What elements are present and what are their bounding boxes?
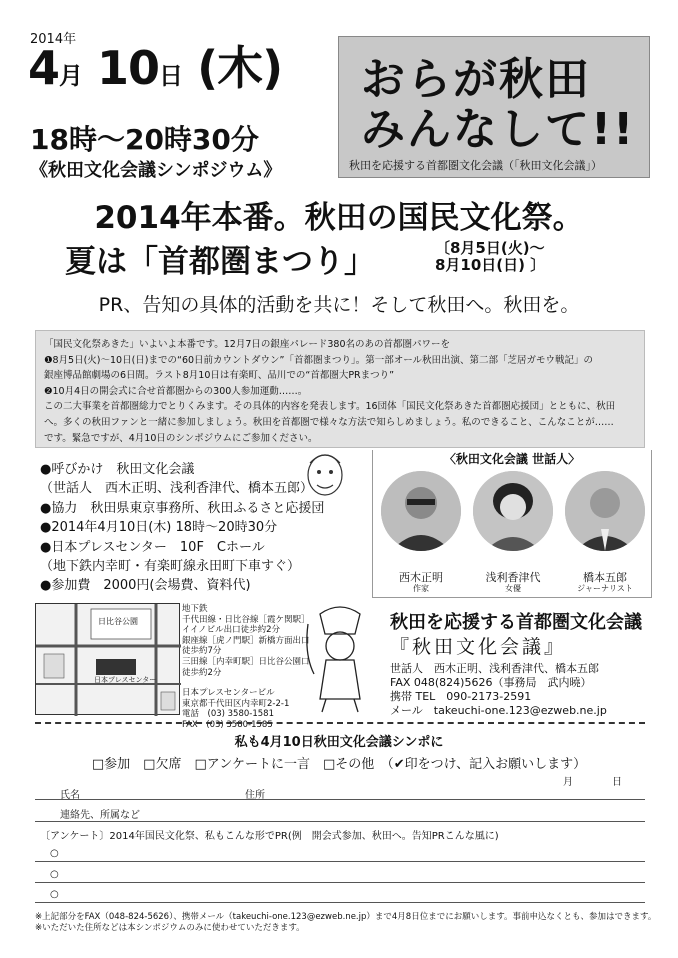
address-label: 住所 (245, 790, 265, 801)
notice-line: 銀座博品館劇場の6日間。ラスト8月10日は有楽町、品川での“首都圏大PRまつり” (44, 370, 395, 382)
info-item: ●2014年4月10日(木) 18時～20時30分 (40, 520, 278, 536)
patrons-title: 〈秋田文化会議 世話人〉 (373, 450, 651, 467)
map-label-park: 日比谷公園 (98, 617, 138, 626)
survey-bullet: ○ (50, 869, 59, 880)
mascot-illustration (300, 604, 380, 714)
access-line: FAX (03) 3580-1585 (182, 719, 273, 730)
notice-line: へ。多くの秋田ファンと一緒に参加しましょう。秋田を首都圏で様々な方法で知らしめましょう。私のできること、こんなことが…… (44, 416, 614, 428)
festival-dates (435, 240, 545, 274)
patron-photo (381, 471, 461, 551)
patron-name: 西木正明 (399, 571, 443, 584)
contact-line: 世話人 西木正明、浅利香津代、橋本五郎 (390, 662, 599, 675)
month-unit: 月 (59, 62, 83, 90)
patron-role: 女優 (505, 584, 521, 593)
info-item: ●協力 秋田県東京事務所、秋田ふるさと応援団 (40, 500, 325, 516)
info-item: （地下鉄内幸町・有楽町線永田町下車すぐ） (40, 559, 301, 575)
contact-line: FAX 048(824)5626（事務局 武内曉） (390, 676, 592, 689)
access-line: 東京都千代田区内幸町2-2-1 (182, 698, 290, 709)
survey-bullet: ○ (50, 889, 59, 900)
access-line: 電話 (03) 3580-1581 (182, 709, 274, 720)
access-line: 地下鉄 (182, 604, 208, 614)
name-address-field[interactable] (35, 799, 645, 800)
survey-label: 〔アンケート〕2014年国民文化祭、私もこんな形でPR(例 開会式参加、秋田へ。告知PRこんな風に) (40, 831, 499, 842)
festival-date-start: 〔8月5日(火)～ (435, 239, 545, 257)
patrons-box (372, 450, 652, 598)
access-line: 徒歩約2分 (182, 667, 222, 678)
patron-photo (473, 471, 553, 551)
info-item: （世話人 西木正明、浅利香津代、橋本五郎） (40, 481, 314, 497)
month: 4 (28, 41, 60, 95)
name-label: 氏名 (60, 790, 80, 801)
patron-role: ジャーナリスト (577, 584, 633, 593)
logo-line1: おらが秋田 (361, 54, 591, 105)
footer-note: ※いただいた住所などは本シンポジウムのみに使わせていただきます。 (35, 923, 305, 933)
symposium-label: 《秋田文化会議シンポジウム》 (30, 160, 282, 181)
notice-line: ❷10月4日の開会式に合せ首都圏からの300人参加運動……。 (44, 385, 308, 397)
access-line: イイノビル出口徒歩約2分 (182, 625, 280, 636)
patron-name: 橋本五郎 (583, 571, 627, 584)
access-line: 日本プレスセンタービル (182, 688, 275, 699)
festival-date-end: 8月10日(日) 〕 (435, 256, 546, 274)
day: 10 (97, 41, 160, 95)
cut-line (35, 722, 645, 724)
headline-main: 2014年本番。秋田の国民文化祭。 (94, 200, 584, 236)
contact-line: 携帯 TEL 090-2173-2591 (390, 690, 532, 703)
year: 2014年 (30, 32, 77, 47)
weekday: (木) (197, 41, 283, 95)
event-info (40, 460, 324, 596)
attendance-options[interactable]: □参加 □欠席 □アンケートに一言 □その他 （✔印をつけ、記入お願いします） (91, 757, 587, 772)
patron-name: 浅利香津代 (485, 571, 541, 584)
logo-box (338, 36, 650, 178)
event-time: 18時～20時30分 (30, 123, 259, 156)
access-info (182, 604, 310, 731)
info-item: ●参加費 2000円(会場費、資料代) (40, 578, 251, 594)
headline-sub: PR、告知の具体的活動を共に！そして秋田へ。秋田を。 (98, 294, 580, 316)
access-line: 徒歩約7分 (182, 646, 222, 657)
form-month-label: 月 (563, 777, 573, 788)
form-day-label: 日 (612, 777, 622, 788)
contact-line: メール takeuchi-one.123@ezweb.ne.jp (390, 704, 607, 717)
survey-answer-field[interactable] (35, 861, 645, 862)
survey-answer-field[interactable] (35, 882, 645, 883)
logo-line2: みんなして!! (361, 104, 636, 155)
contact-field[interactable] (35, 821, 645, 822)
access-line: 千代田線・日比谷線［霞ケ関駅］ (182, 614, 310, 625)
access-line: 三田線［内幸町駅］日比谷公園口 (182, 656, 310, 667)
form-title: 私も4月10日秋田文化会議シンポに (234, 735, 444, 750)
venue-map (35, 603, 180, 715)
patron-role: 作家 (413, 584, 429, 593)
notice-line: ❶8月5日(火)～10日(日)までの“60日前カウントダウン”「首都圏まつり」。第一部オール秋田出演、第二部「芝居ガモウ戦記」の (44, 354, 594, 366)
organizer-contact (390, 662, 607, 718)
organizer-short: 『秋田文化会議』 (390, 636, 567, 658)
footer-note: ※上記部分をFAX（048-824-5626）、携帯メール（takeuchi-one.123@ezweb.ne.jp）まで4月8日位までにお願いします。事前申込なくとも、参加はできます。 (35, 912, 657, 922)
notice-line: この二大事業を首都圏総力でとりくみます。その具体的内容を発表します。16団体「国民文化祭あきた首都圏応援団」とともに、秋田 (44, 401, 616, 413)
headline-festival: 夏は「首都圏まつり」 (65, 244, 375, 280)
event-date (28, 41, 283, 95)
access-line: 銀座線［虎ノ門駅］新橋方面出口 (182, 635, 310, 646)
info-item: ●日本プレスセンター 10F Cホール (40, 539, 265, 555)
info-item: ●呼びかけ 秋田文化会議 (40, 462, 195, 477)
caricature-illustration (300, 445, 350, 503)
notice-box (35, 330, 645, 448)
survey-answer-field[interactable] (35, 902, 645, 903)
organizer-name: 秋田を応援する首都圏文化会議 (390, 612, 642, 633)
footer-notes (35, 912, 656, 934)
logo-subtitle: 秋田を応援する首都圏文化会議（「秋田文化会議」） (349, 159, 602, 172)
notice-line: です。緊急ですが、4月10日のシンポジウムにご参加ください。 (44, 432, 318, 444)
notice-line: 「国民文化祭あきた」いよいよ本番です。12月7日の銀座パレード380名のあの首都圏パワーを (44, 339, 451, 350)
day-unit: 日 (159, 62, 183, 90)
survey-bullet: ○ (50, 848, 59, 859)
patron-photo (565, 471, 645, 551)
access-line (182, 678, 310, 688)
map-label-venue: 日本プレスセンター (94, 676, 157, 684)
contact-label: 連絡先、所属など (60, 810, 140, 821)
